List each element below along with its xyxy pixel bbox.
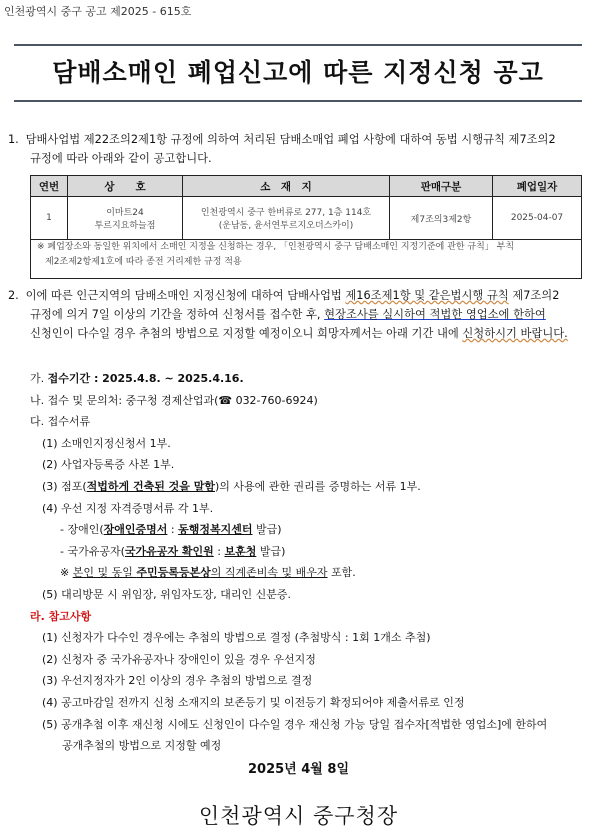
item-d3-c: )의 사용에 관한 권리를 증명하는 서류 1부.	[215, 479, 421, 493]
item-d4-2	[30, 541, 547, 563]
item-d4-3f: 포함.	[327, 566, 356, 580]
closure-table	[30, 175, 582, 240]
col-header-category: 판매구분	[390, 176, 493, 197]
table-note-line-1: ※ 폐업장소와 동일한 위치에서 소매인 지정을 신청하는 경우, 「인천광역시 중구 담배소매인 지정기준에 관한 규칙」 부칙	[37, 242, 515, 252]
cell-name-line-1: 이마트24	[106, 208, 144, 218]
col-header-date: 폐업일자	[493, 176, 582, 197]
item-d4: (4) 우선 지정 자격증명서류 각 1부.	[42, 501, 214, 515]
item-d4-1c: :	[167, 523, 179, 537]
item-d4-3d: 의	[210, 566, 225, 580]
cell-closed-date: 2025-04-07	[493, 197, 582, 240]
item-d4-2e: 발급)	[256, 544, 286, 558]
item-ga-text: 접수기간 : 2025.4.8. ~ 2025.4.16.	[47, 372, 244, 385]
title-box	[14, 44, 582, 102]
section-2-line-2	[8, 305, 568, 324]
items-list	[30, 368, 547, 757]
item-r3: (3) 우선지정자가 2인 이상의 경우 추첨의 방법으로 결정	[42, 674, 313, 688]
section-1-text-1: 담배사업법 제22조의2제1항 규정에 의하여 처리된 담배소매업 폐업 사항에 대하여 동법 시행규칙 제7조의2	[25, 133, 556, 146]
section-2-text-2a: 규정에 의거 7일 이상의 기간을 정하여 신청서를 접수한 후,	[30, 308, 325, 321]
col-header-name: 상 호	[68, 176, 183, 197]
table-note-line-2: 제2조제2항제1호에 따라 종전 거리제한 규정 적용	[45, 257, 242, 267]
item-d4-2d: 보훈청	[224, 544, 257, 558]
table-note	[30, 235, 582, 279]
section-2-text-2b: 현장조사를 실시하여 적법한 영업소에 한하여	[324, 308, 546, 321]
section-2-text-1a: 이에 따른 인근지역의 담배소매인 지정신청에 대하여 담배사업법	[25, 289, 346, 302]
item-d4-3a: ※	[60, 566, 73, 580]
page-title: 담배소매인 폐업신고에 따른 지정신청 공고	[52, 58, 544, 87]
item-r5-line-1: (5) 공개추첨 이후 재신청 시에도 신청인이 다수일 경우 재신청 가능 당일 접수자[적법한 영업소]에 한하여	[42, 717, 548, 731]
item-d4-3e: 직계존비속 및 배우자	[224, 566, 328, 580]
item-r4: (4) 공고마감일 전까지 신청 소재지의 보존등기 및 이전등기 확정되어야 제출서류로 인정	[42, 695, 465, 709]
section-2	[8, 286, 568, 343]
cell-no: 1	[31, 197, 68, 240]
section-2-text-1c: 제7조의2	[508, 289, 560, 302]
item-d4-1d: 동행정복지센터	[178, 523, 253, 537]
item-r2: (2) 신청자 중 국가유공자나 장애인이 있을 경우 우선지정	[42, 652, 316, 666]
issuing-office: 인천광역시 중구청장	[198, 804, 399, 828]
table-header-row	[31, 176, 582, 197]
item-d5: (5) 대리방문 시 위임장, 위임자도장, 대리인 신분증.	[42, 587, 291, 601]
section-2-text-3a: 신청인이 다수일 경우 추첨의 방법으로 지정할 예정이오니 희망자께서는 아래 기간 내에	[30, 327, 463, 340]
item-d4-3b: 본인 및 동일	[72, 566, 137, 580]
col-header-no: 연번	[31, 176, 68, 197]
item-d2: (2) 사업자등록증 사본 1부.	[42, 458, 175, 472]
item-d4-2a: - 국가유공자(	[60, 544, 125, 558]
table-row	[31, 197, 582, 240]
cell-address-line-2: (운남동, 윤서연투르지오더스카이)	[218, 221, 354, 231]
item-d4-1a: - 장애인(	[60, 523, 104, 537]
notice-number: 인천광역시 중구 공고 제2025 - 615호	[4, 5, 192, 18]
item-d3-a: (3) 점포(	[42, 479, 87, 493]
item-r5-line-2: 공개추첨의 방법으로 지정할 예정	[62, 739, 222, 753]
item-na: 나. 접수 및 문의처: 중구청 경제산업과(☎ 032-760-6924)	[30, 393, 318, 407]
section-1	[8, 130, 556, 168]
item-d4-2b: 국가유공자 확인원	[124, 544, 214, 558]
item-ga-label: 가.	[30, 372, 48, 385]
item-d3-b: 적법하게 건축된 것을 말함	[86, 479, 215, 493]
item-d4-1b: 장애인증명서	[103, 523, 168, 537]
section-2-line-3	[8, 324, 568, 343]
section-2-text-3b: 신청하시기 바랍니다.	[462, 327, 568, 340]
item-d4-2c: :	[213, 544, 225, 558]
item-d4-3c: 주민등록등본상	[136, 566, 211, 580]
section-1-text-2: 규정에 따라 아래와 같이 공고합니다.	[30, 152, 212, 165]
section-1-line-1	[8, 130, 556, 149]
item-da: 다. 접수서류	[30, 415, 91, 429]
item-d3	[30, 476, 547, 498]
item-ga	[30, 368, 547, 390]
cell-name	[68, 197, 183, 240]
cell-name-line-2: 투르지요하늘점	[94, 221, 156, 231]
item-d4-3	[30, 562, 547, 584]
item-d4-1e: 발급)	[252, 523, 282, 537]
section-1-number: 1.	[8, 133, 19, 146]
item-r1: (1) 신청자가 다수인 경우에는 추첨의 방법으로 결정 (추첨방식 : 1회 1개소 추첨)	[42, 631, 431, 645]
col-header-address: 소 재 지	[183, 176, 390, 197]
section-2-line-1	[8, 286, 568, 305]
section-2-number: 2.	[8, 289, 19, 302]
notice-date: 2025년 4월 8일	[248, 762, 349, 777]
section-2-text-1b: 제16조제1항 및 같은법시행 규칙	[345, 289, 509, 302]
item-ra: 라. 참고사항	[30, 609, 92, 623]
cell-address-line-1: 인천광역시 중구 한버류로 277, 1층 114호	[200, 208, 372, 218]
item-d1: (1) 소매인지정신청서 1부.	[42, 436, 171, 450]
item-d4-1	[30, 519, 547, 541]
cell-category: 제7조의3제2항	[390, 197, 493, 240]
cell-address	[183, 197, 390, 240]
